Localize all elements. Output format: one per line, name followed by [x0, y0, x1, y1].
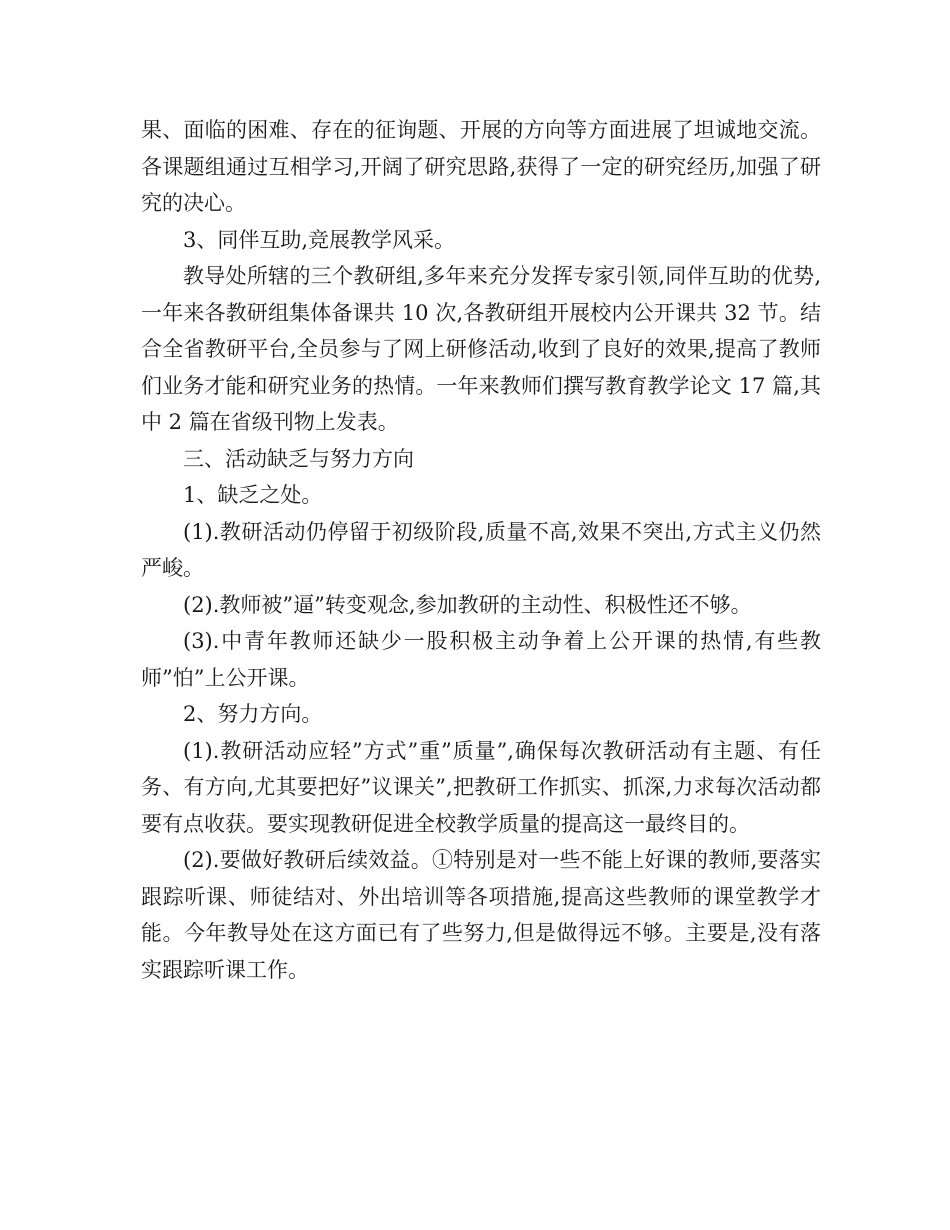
paragraph-continued: 果、面临的困难、存在的征询题、开展的方向等方面进展了坦诚地交流。各课题组通过互相学习,开阔了研究思路,获得了一定的研究经历,加强了研究的决心。 [141, 118, 821, 215]
subheading-peer-assistance: 3、同伴互助,竞展教学风采。 [183, 227, 456, 252]
list-item-direction-2: (2).要做好教研后续效益。①特别是对一些不能上好课的教师,要落实跟踪听课、师徒结对、外出培训等各项措施,提高这些教师的课堂教学才能。今年教导处在这方面已有了些努力,但是做得远不够。主要是,没有落实跟踪听课工作。 [141, 848, 821, 982]
list-item-shortcoming-1: (1).教研活动仍停留于初级阶段,质量不高,效果不突出,方式主义仍然严峻。 [141, 519, 821, 580]
document-body [141, 112, 821, 988]
list-item-direction-1: (1).教研活动应轻”方式”重”质量”,确保每次教研活动有主题、有任务、有方向,尤其要把好”议课关”,把教研工作抓实、抓深,力求每次活动都要有点收获。要实现教研促进全校教学质量的提高这一最终目的。 [141, 738, 821, 836]
list-item-shortcoming-2: (2).教师被”逼”转变观念,参加教研的主动性、积极性还不够。 [183, 592, 752, 617]
subheading-direction: 2、努力方向。 [183, 702, 323, 726]
paragraph-teaching-groups: 教导处所辖的三个教研组,多年来充分发挥专家引领,同伴互助的优势, 一年来各教研组集体备课共 10 次,各教研组开展校内公开课共 32 节。结合全省教研平台,全员参与了网上研修活动,收到了良好的效果,提高了教师们业务才能和研究业务的热情。一年来教师们撰写教育教学论文 17 篇,其中 2 篇在省级刊物上发表。 [141, 264, 821, 434]
subheading-shortcomings: 1、缺乏之处。 [183, 483, 323, 507]
section-heading-shortcomings: 三、活动缺乏与努力方向 [183, 446, 414, 471]
list-item-shortcoming-3: (3).中青年教师还缺少一股积极主动争着上公开课的热情,有些教师”怕”上公开课。 [141, 629, 821, 690]
